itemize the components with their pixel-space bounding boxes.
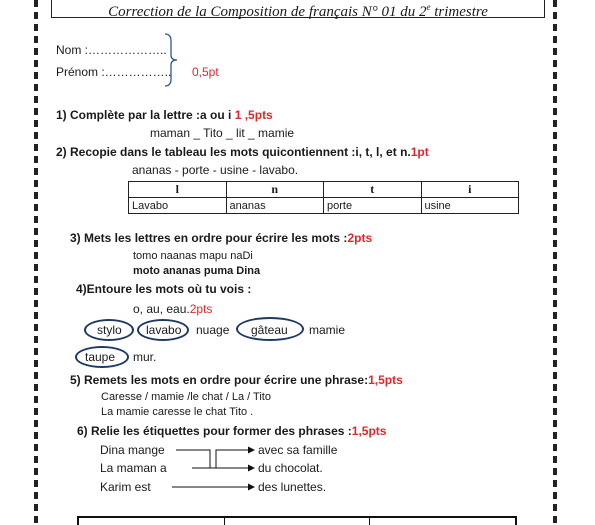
exercise-1-points: 1 ,5pts — [234, 108, 273, 122]
table-header-cell: i — [421, 182, 519, 198]
word-gateau: gâteau — [251, 323, 288, 337]
word-mur: mur. — [133, 350, 157, 364]
brace-icon — [164, 33, 178, 87]
exercise-4-points: 2pts — [189, 302, 213, 316]
exercise-2-words: ananas - porte - usine - lavabo. — [132, 163, 299, 177]
page-title: Correction de la Composition de français N° 01 du 2e trimestre — [51, 0, 545, 18]
table-cell — [370, 518, 515, 525]
matching-arrows — [170, 440, 260, 500]
exercise-3-scrambled: tomo naanas mapu naDi — [133, 250, 253, 262]
exercise-1-label: 1) Complète par la lettre :a ou i 1 ,5pts — [56, 108, 273, 122]
table-header-cell: n — [226, 182, 324, 198]
exercise-2-label: 2) Recopie dans le tableau les mots quicontiennent :i, t, l, et n.1pt — [56, 145, 429, 159]
table-cell — [225, 518, 371, 525]
table-header-cell: l — [129, 182, 227, 198]
table-cell — [79, 518, 225, 525]
word-stylo: stylo — [97, 323, 122, 337]
exercise-5-answer: La mamie caresse le chat Tito . — [101, 406, 254, 418]
label-left-1: Dina mange — [100, 443, 165, 457]
label-left-3: Karim est — [100, 480, 151, 494]
exercise-6-label: 6) Relie les étiquettes pour former des phrases :1,5pts — [77, 424, 387, 438]
table-cell: ananas — [226, 198, 324, 214]
word-table — [128, 181, 519, 214]
exercise-3-points: 2pts — [347, 231, 373, 245]
firstname-field-label: Prénom :…………….. — [56, 65, 172, 79]
exercise-4-label: 4)Entoure les mots où tu vois : — [76, 282, 252, 296]
name-field-label: Nom :……………….. — [56, 43, 167, 57]
table-row — [129, 198, 519, 214]
word-nuage: nuage — [196, 323, 230, 337]
bottom-table — [77, 516, 517, 525]
label-right-1: avec sa famille — [258, 443, 338, 457]
word-lavabo: lavabo — [146, 323, 182, 337]
exercise-5-points: 1,5pts — [368, 373, 403, 387]
exercise-2-points: 1pt — [410, 145, 429, 159]
table-cell: usine — [421, 198, 519, 214]
word-table-header — [129, 182, 519, 198]
label-right-2: du chocolat. — [258, 461, 323, 475]
exercise-5-scrambled: Caresse / mamie /le chat / La / Tito — [101, 391, 271, 403]
page-border-left — [34, 0, 38, 525]
exercise-5-label: 5) Remets les mots en ordre pour écrire une phrase:1,5pts — [70, 373, 403, 387]
table-cell: porte — [324, 198, 422, 214]
word-mamie: mamie — [309, 323, 346, 337]
table-cell: Lavabo — [129, 198, 227, 214]
label-left-2: La maman a — [100, 461, 167, 475]
label-right-3: des lunettes. — [258, 480, 327, 494]
exercise-3-label: 3) Mets les lettres en ordre pour écrire les mots :2pts — [70, 231, 373, 245]
word-taupe: taupe — [85, 350, 116, 364]
table-header-cell: t — [324, 182, 422, 198]
exercise-6-points: 1,5pts — [351, 424, 387, 438]
exercise-4-sounds: o, au, eau.2pts — [133, 302, 213, 316]
exercise-3-answer: moto ananas puma Dina — [133, 265, 261, 277]
exercise-1-content: maman _ Tito _ lit _ mamie — [150, 126, 295, 140]
identity-points: 0,5pt — [192, 65, 219, 79]
page-border-right — [553, 0, 557, 525]
